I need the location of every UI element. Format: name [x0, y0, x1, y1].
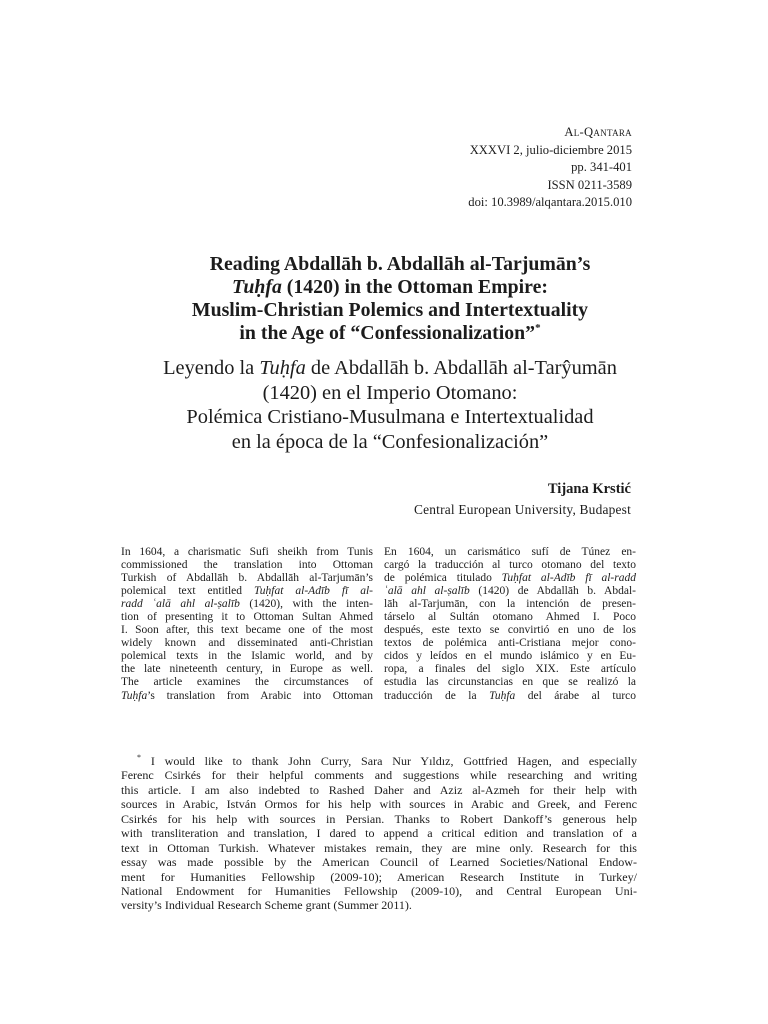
text-segment: ’s translation from Arabic into Ottoman — [147, 689, 373, 702]
footnote-marker: * — [535, 322, 541, 334]
text-segment: versity’s Individual Research Scheme grant (Summer 2011). — [121, 898, 412, 913]
text-line — [121, 884, 637, 898]
text-line — [100, 299, 680, 322]
text-segment: Polémica Cristiano-Musulmana e Intertextualidad — [186, 406, 594, 429]
text-segment: ropa, a finales del siglo XIX. Este artículo — [384, 663, 636, 676]
text-line — [121, 855, 637, 869]
text-line — [384, 559, 636, 572]
text-line — [384, 546, 636, 559]
text-segment: widely known and disseminated anti-Christian — [121, 637, 373, 650]
title-english — [100, 253, 680, 345]
text-line — [90, 430, 690, 455]
text-segment: estudia las circunstancias en que se realizó la — [384, 676, 636, 689]
text-line — [121, 559, 373, 572]
journal-issue: XXXVI 2, julio-diciembre 2015 — [469, 142, 632, 157]
text-line — [121, 572, 373, 585]
text-line — [121, 585, 373, 598]
text-segment: (1420) en el Imperio Otomano: — [262, 381, 518, 404]
text-segment: társelo al Sultán otomano Ahmed I. Poco — [384, 611, 636, 624]
text-line — [90, 405, 690, 430]
text-segment: cargó la traducción al turco otomano del texto — [384, 559, 636, 572]
italic-text: radd ʿalā ahl al-ṣalīb — [121, 598, 240, 611]
text-segment: ment for Humanities Fellowship (2009-10); American Research Institute in Turkey/ — [121, 869, 637, 884]
text-segment: polemical text entitled — [121, 585, 255, 598]
text-line — [121, 546, 373, 559]
text-line — [384, 650, 636, 663]
text-line — [121, 898, 637, 912]
text-line — [100, 253, 680, 276]
text-line — [121, 624, 373, 637]
text-segment: commissioned the translation into Ottoman — [121, 559, 373, 572]
title-spanish — [90, 356, 690, 454]
text-line — [384, 690, 636, 703]
text-line — [90, 356, 690, 381]
journal-doi: doi: 10.3989/alqantara.2015.010 — [468, 195, 632, 210]
text-segment: Muslim-Christian Polemics and Intertextuality — [191, 299, 589, 321]
text-line — [121, 826, 637, 840]
abstract-english — [121, 546, 373, 703]
text-line — [121, 650, 373, 663]
text-segment: después, este texto se convirtió en uno de los — [384, 624, 636, 637]
text-line — [384, 637, 636, 650]
text-segment: En 1604, un carismático sufí de Túnez en- — [384, 546, 636, 558]
text-segment: polemical texts in the Islamic world, and by — [121, 650, 373, 663]
text-segment: traducción de la — [384, 689, 490, 702]
text-line — [100, 276, 680, 299]
text-line — [121, 676, 373, 689]
text-segment: lāh al-Tarjumān, con la intención de presen- — [384, 598, 636, 611]
text-segment: de polémica titulado — [384, 572, 502, 585]
text-segment: the late nineteenth century, in Europe as well. — [121, 663, 373, 676]
text-line — [121, 812, 637, 826]
text-segment: essay was made possible by the American Council of Learned Societies/National Endow- — [121, 855, 637, 870]
text-segment: in the Age of “Confessionalization” — [239, 322, 536, 344]
text-line — [384, 624, 636, 637]
text-segment: I would like to thank John Curry, Sara Nur Yıldız, Gottfried Hagen, and especially — [141, 754, 637, 768]
text-line — [121, 768, 637, 782]
journal-header — [468, 124, 632, 212]
text-segment: text in Ottoman Turkish. Whatever mistakes remain, they are mine only. Research for this — [121, 840, 637, 855]
italic-text: Tuḥfat al-Adīb fī al- — [254, 585, 374, 598]
text-line — [121, 783, 637, 797]
text-segment: sources in Arabic, István Ormos for his help with sources in Arabic and Greek, and Ferenc — [121, 797, 637, 812]
text-segment: en la época de la “Confesionalización” — [231, 430, 549, 453]
text-segment: Turkish of Abdallāh b. Abdallāh al-Tarjumān’s — [121, 572, 373, 585]
text-segment: (1420) de Abdallāh b. Abdal- — [469, 585, 636, 598]
text-line — [384, 611, 636, 624]
text-segment: Reading Abdallāh b. Abdallāh al-Tarjumān’s — [209, 253, 591, 275]
text-line — [121, 870, 637, 884]
text-line — [384, 572, 636, 585]
journal-pages: pp. 341-401 — [571, 160, 632, 175]
text-segment: (1420) in the Ottoman Empire: — [281, 276, 548, 298]
italic-text: Tuḥfa — [259, 357, 306, 379]
text-segment: Ferenc Csirkés for their helpful comments and suggestions while researching and writing — [121, 768, 637, 783]
text-segment: National Endowment for Humanities Fellowship (2009-10), and Central European Uni- — [121, 883, 637, 898]
text-line — [121, 663, 373, 676]
author-name: Tijana Krstić — [547, 481, 631, 497]
text-segment: textos de polémica anti-Cristiana mejor cono- — [384, 637, 636, 650]
text-segment: I. Soon after, this text became one of the most — [121, 624, 373, 637]
text-line — [384, 663, 636, 676]
text-line — [100, 322, 680, 345]
text-line — [384, 585, 636, 598]
text-line — [121, 598, 373, 611]
text-line — [121, 690, 373, 703]
text-segment: Csirkés for his help with sources in Persian. Thanks to Robert Dankoff’s generous help — [121, 811, 637, 826]
italic-text: ʿalā ahl al-ṣalīb — [384, 585, 470, 598]
text-line — [384, 676, 636, 689]
italic-text: Tuḥfat al-Adīb fī al-radd — [501, 572, 636, 585]
text-line — [121, 797, 637, 811]
text-line — [121, 754, 637, 768]
text-segment: tion of presenting it to Ottoman Sultan Ahmed — [121, 611, 373, 624]
journal-name: Al-Qantara — [564, 125, 632, 139]
text-segment: In 1604, a charismatic Sufi sheikh from Tunis — [121, 546, 373, 558]
text-segment: The article examines the circumstances of — [121, 676, 373, 689]
text-segment: this article. I am also indebted to Rashed Daher and Aziz al-Azmeh for their help with — [121, 782, 637, 797]
text-segment: de Abdallāh b. Abdallāh al-Tarŷumān — [305, 357, 617, 379]
text-segment: (1420), with the inten- — [239, 598, 373, 611]
italic-text: Tuḥfa — [121, 689, 148, 702]
italic-text: Tuḥfa — [489, 689, 516, 702]
footnote-marker: * — [137, 753, 141, 762]
text-line — [121, 637, 373, 650]
text-line — [90, 381, 690, 406]
text-line — [121, 841, 637, 855]
text-line — [121, 611, 373, 624]
text-segment: Leyendo la — [163, 357, 260, 379]
author-affiliation: Central European University, Budapest — [413, 502, 631, 517]
text-segment: cidos y leídos en el mundo islámico y en Eu- — [384, 650, 636, 663]
journal-issn: ISSN 0211-3589 — [547, 177, 632, 192]
text-segment: with transliteration and translation, I dared to append a critical edition and translation of a — [121, 826, 637, 841]
acknowledgement-footnote — [121, 754, 637, 913]
italic-text: Tuḥfa — [232, 276, 282, 298]
abstract-spanish — [384, 546, 636, 703]
text-segment: del árabe al turco — [515, 689, 637, 702]
text-line — [384, 598, 636, 611]
